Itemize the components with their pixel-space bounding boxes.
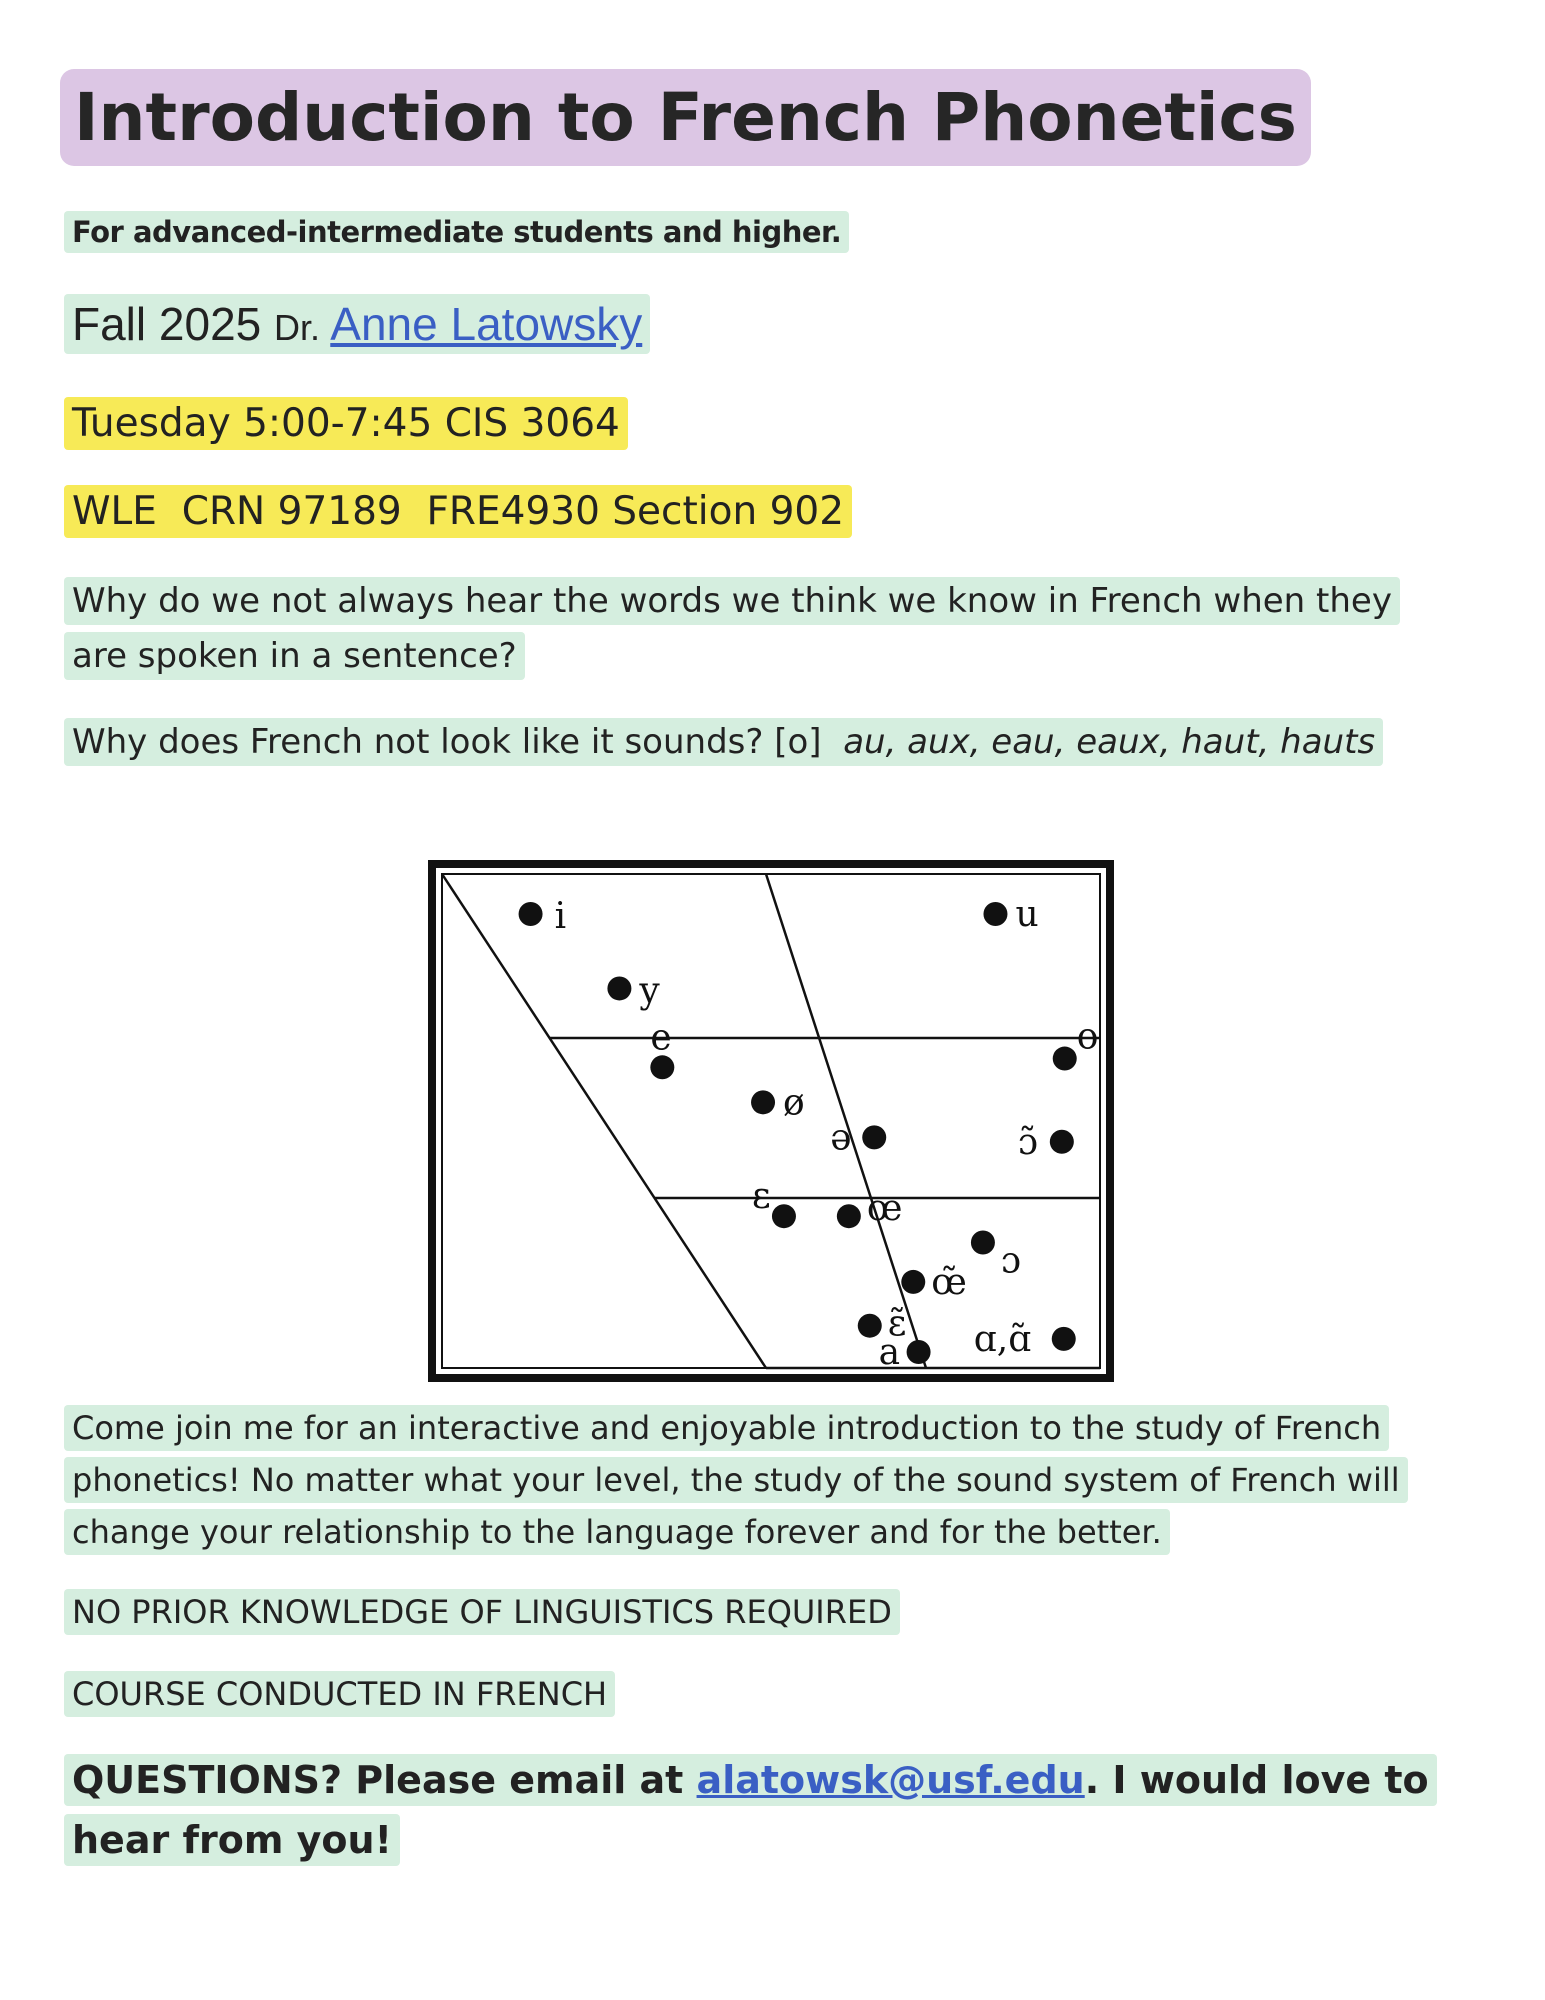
vowel-label: ɔ̃ (1017, 1121, 1038, 1163)
vowel-label: e (650, 1017, 672, 1059)
question-2 (64, 716, 1384, 768)
vowel-point (751, 1090, 775, 1114)
question-1-text: Why do we not always hear the words we think we know in French when they are spoken in a sentence? (64, 577, 1400, 680)
audience-text: For advanced-intermediate students and higher. (64, 211, 849, 253)
vowel-chart (428, 860, 1114, 1382)
vowel-label: œ̃ (931, 1261, 967, 1303)
contact-tail: . I would love to hear from you! (72, 1758, 1429, 1862)
vowel-point (1053, 1047, 1077, 1071)
vowel-label: œ (866, 1188, 903, 1230)
instructor-link[interactable]: Anne Latowsky (330, 298, 643, 350)
question-2-text: Why does French not look like it sounds? [o] (72, 722, 822, 762)
vowel-point (983, 902, 1007, 926)
vowel-label: y (639, 970, 660, 1012)
vowel-label: o (1076, 1016, 1099, 1058)
vowel-point (519, 902, 543, 926)
vowel-point (837, 1204, 861, 1228)
vowel-point (772, 1204, 796, 1228)
term-season: Fall 2025 (72, 298, 262, 350)
vowel-point (650, 1055, 674, 1079)
email-link[interactable]: alatowsk@usf.edu (696, 1758, 1085, 1802)
language-text: COURSE CONDUCTED IN FRENCH (64, 1671, 615, 1717)
course-description-text: Come join me for an interactive and enjoyable introduction to the study of French phonetics! No matter what your level, the study of the sound system of French will change your relationship to the language forever and for the better. (64, 1405, 1408, 1555)
contact-lead: QUESTIONS? Please email at (72, 1758, 684, 1802)
prerequisite-text: NO PRIOR KNOWLEDGE OF LINGUISTICS REQUIRED (64, 1589, 900, 1635)
vowel-label: a (878, 1332, 901, 1373)
vowel-label: ɑ,ɑ̃ (973, 1318, 1032, 1360)
language-note (64, 1670, 615, 1718)
vowel-label: ə (830, 1117, 852, 1159)
vowel-point (1050, 1130, 1074, 1154)
instructor-prefix: Dr. (274, 307, 321, 348)
page-title (60, 72, 1311, 164)
vowel-point (901, 1270, 925, 1294)
question-1 (64, 574, 1424, 684)
question-2-examples: au, aux, eau, eaux, haut, hauts (843, 722, 1376, 762)
vowel-label: ɛ̃ (887, 1303, 907, 1345)
vowel-label: i (554, 896, 567, 937)
course-description (64, 1402, 1484, 1558)
title-text: Introduction to French Phonetics (60, 69, 1311, 166)
audience-note (64, 210, 849, 254)
course-code-text: WLE CRN 97189 FRE4930 Section 902 (64, 485, 852, 538)
vowel-label: ɔ (1000, 1240, 1022, 1282)
vowel-label: ø (783, 1082, 805, 1124)
vowel-point (607, 976, 631, 1000)
prerequisite-note (64, 1588, 900, 1636)
schedule-text: Tuesday 5:00-7:45 CIS 3064 (64, 397, 628, 450)
chart-outer-frame (432, 864, 1110, 1378)
term-instructor (64, 294, 650, 358)
vowel-label: u (1015, 894, 1039, 935)
course-code (64, 484, 852, 540)
vowel-point (907, 1340, 931, 1364)
vowel-label: ɛ (751, 1176, 771, 1218)
vowel-point (862, 1125, 886, 1149)
vowel-point (971, 1231, 995, 1255)
schedule (64, 396, 628, 452)
contact-line (64, 1750, 1484, 1870)
vowel-point (1052, 1327, 1076, 1351)
